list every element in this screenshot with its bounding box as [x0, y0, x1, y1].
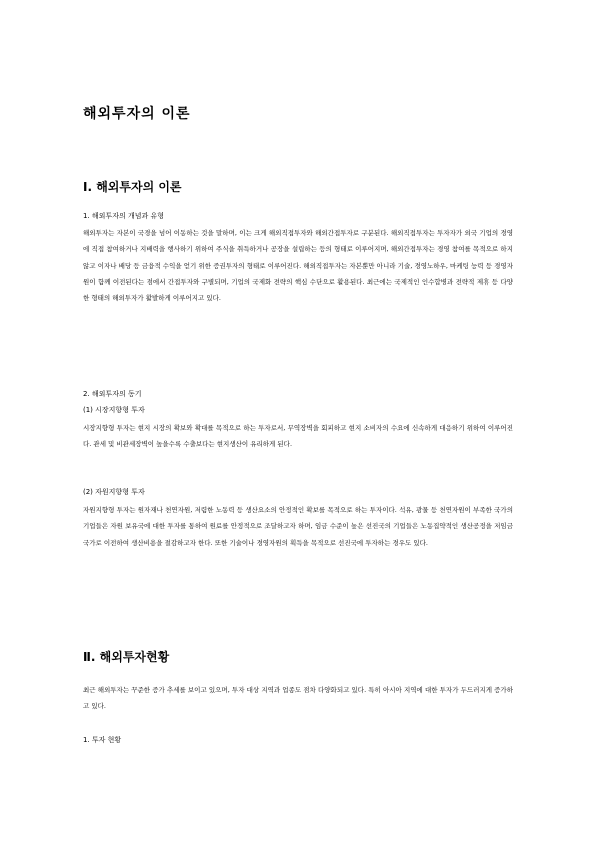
paragraph-1: 해외투자는 자본이 국경을 넘어 이동하는 것을 말하며, 이는 크게 해외직접투자와 해외간접투자로 구분된다. 해외직접투자는 투자자가 외국 기업의 경영에 직접 참여하거나 지배력을 행사하기 위하여 주식을 취득하거나 공장을 설립하는 등의 형태로 이루어지며, 해외간접투자는 경영 참여를 목적으로 하지 않고 이자나 배당 등 금융적 수익을 얻기 위한 증권투자의 형태로 이루어진다. 해외직접투자는 자본뿐만 아니라 기술, 경영노하우, 마케팅 능력 등 경영자원이 함께 이전된다는 점에서 간접투자와 구별되며, 기업의 국제화 전략의 핵심 수단으로 활용된다. 최근에는 국제적인 인수합병과 전략적 제휴 등 다양한 형태의 해외투자가 활발하게 이루어지고 있다. [83, 229, 513, 303]
subheading-2: 2. 해외투자의 동기 [83, 390, 142, 398]
paragraph-4: 최근 해외투자는 꾸준한 증가 추세를 보이고 있으며, 투자 대상 지역과 업종도 점차 다양화되고 있다. 특히 아시아 지역에 대한 투자가 두드러지게 증가하고 있다. [83, 686, 513, 711]
paragraph-3: 자원지향형 투자는 원자재나 천연자원, 저렴한 노동력 등 생산요소의 안정적인 확보를 목적으로 하는 투자이다. 석유, 광물 등 천연자원이 부족한 국가의 기업들은 자원 보유국에 대한 투자를 통하여 원료를 안정적으로 조달하고자 하며, 임금 수준이 높은 선진국의 기업들은 노동집약적인 생산공정을 저임금 국가로 이전하여 생산비용을 절감하고자 한다. 또한 기술이나 경영자원의 획득을 목적으로 선진국에 투자하는 경우도 있다. [83, 506, 513, 547]
section-heading-2: Ⅱ. 해외투자현황 [83, 650, 170, 664]
document-title: 해외투자의 이론 [83, 106, 191, 122]
paragraph-2: 시장지향형 투자는 현지 시장의 확보와 확대를 목적으로 하는 투자로서, 무역장벽을 회피하고 현지 소비자의 수요에 신속하게 대응하기 위하여 이루어진다. 관세 및 비관세장벽이 높을수록 수출보다는 현지생산이 유리하게 된다. [83, 424, 513, 449]
subheading-3: 1. 투자 현황 [83, 736, 122, 744]
section-heading-1: Ⅰ. 해외투자의 이론 [83, 180, 182, 194]
subheading-2a: (1) 시장지향형 투자 [83, 406, 145, 414]
subheading-1: 1. 해외투자의 개념과 유형 [83, 212, 164, 220]
subheading-2b: (2) 자원지향형 투자 [83, 488, 145, 496]
